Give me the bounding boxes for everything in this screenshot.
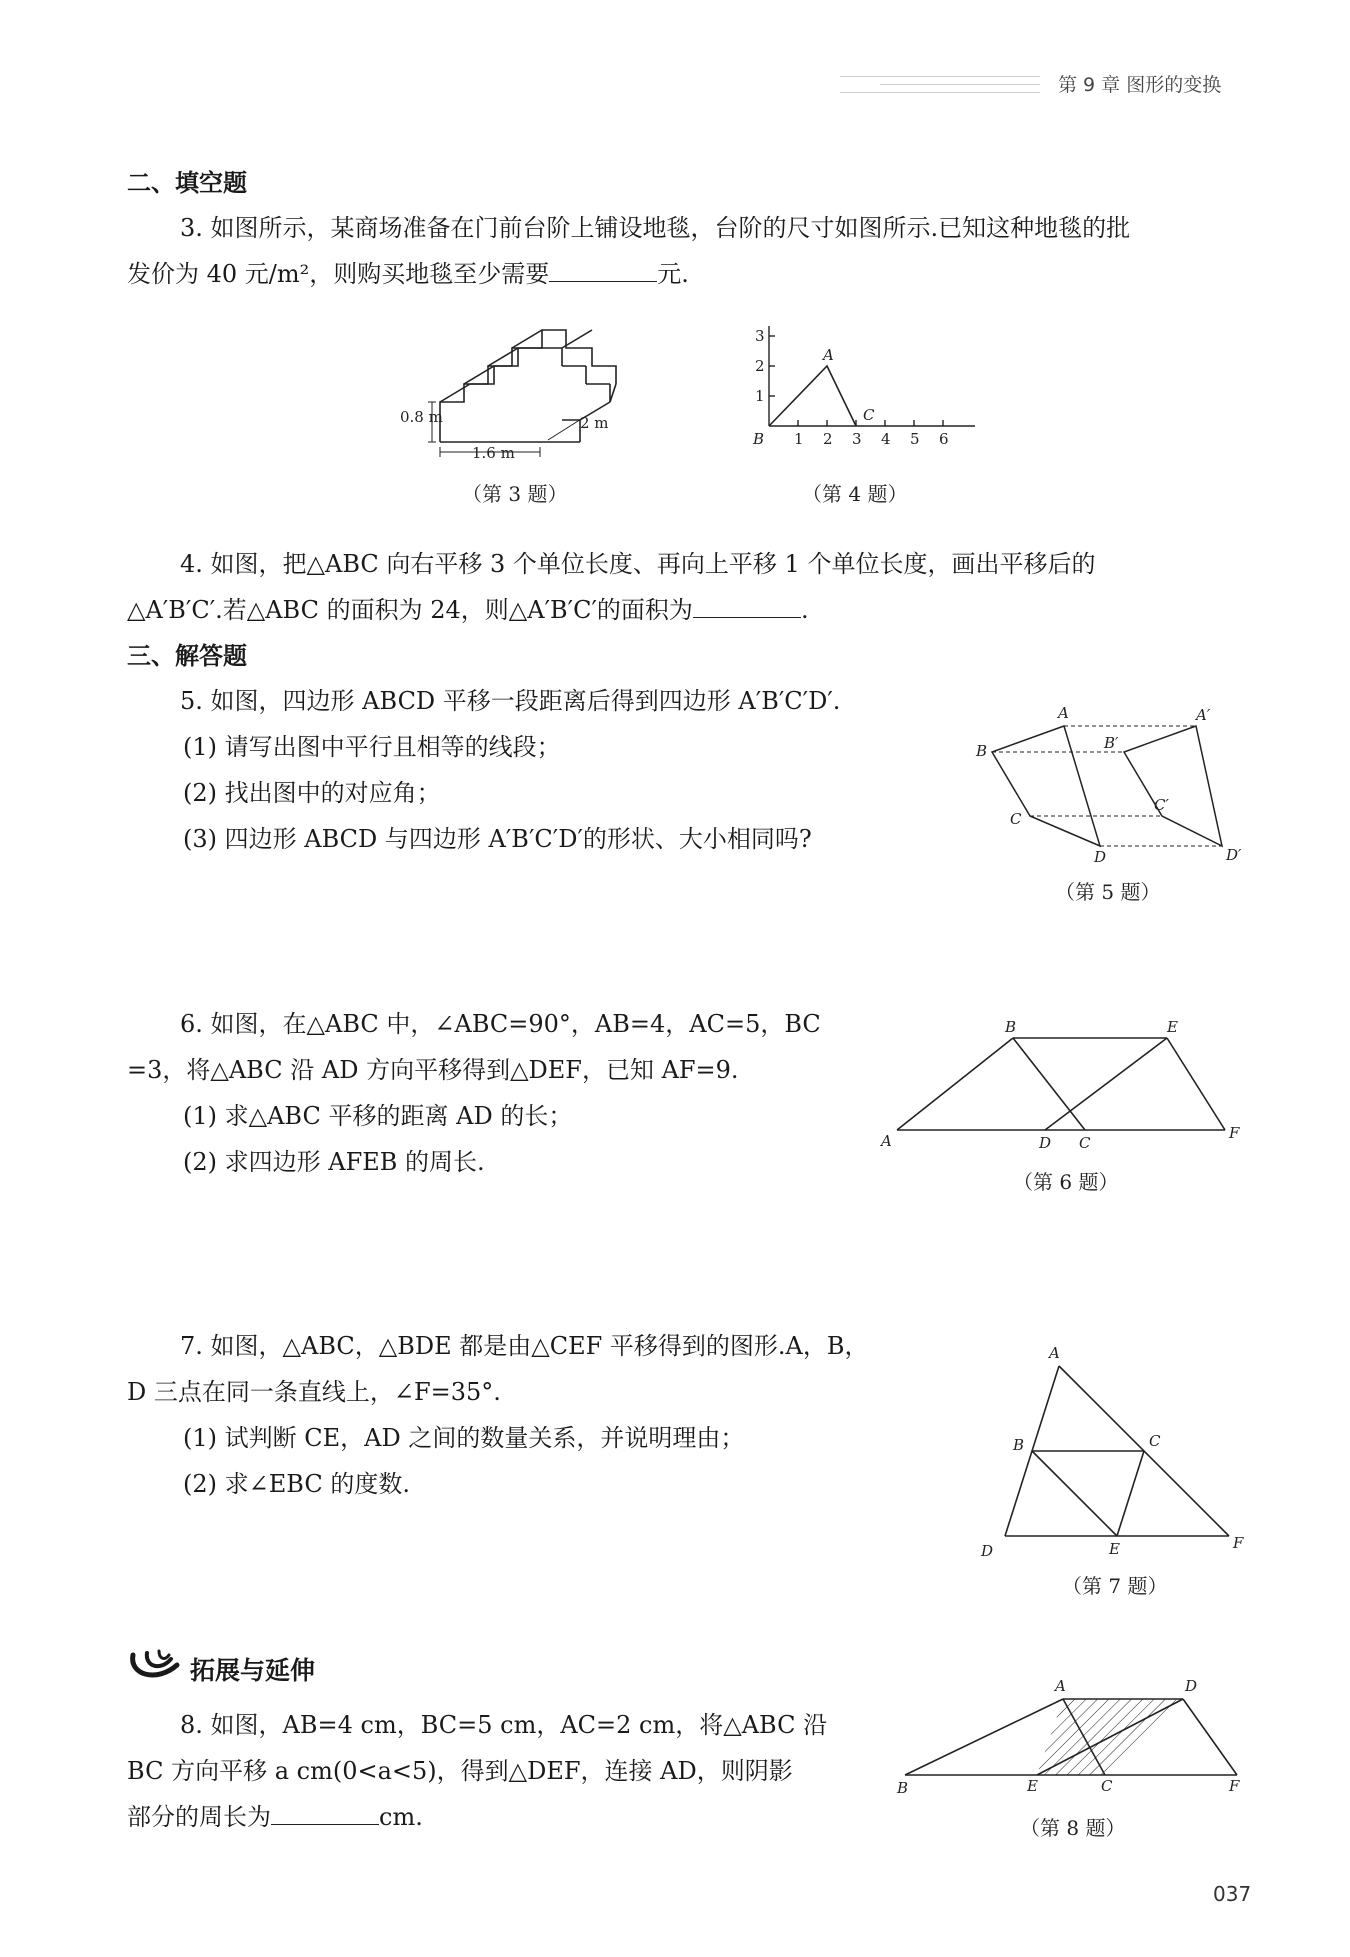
q6-text-line1: 6. 如图，在△ABC 中，∠ABC=90°，AB=4，AC=5，BC (180, 1010, 821, 1038)
q7-label-a: A (1049, 1344, 1060, 1362)
q8-label-d: D (1185, 1677, 1198, 1695)
q5-part1: (1) 请写出图中平行且相等的线段； (183, 733, 561, 761)
q5-label-d: D (1094, 848, 1107, 866)
q3-caption: （第 3 题） (462, 482, 568, 506)
chapter-header: 第 9 章 图形的变换 (1058, 74, 1222, 96)
q6-label-a: A (881, 1132, 892, 1150)
q8-text-line3: 部分的周长为 cm. (127, 1797, 423, 1832)
q3-answer-blank (549, 257, 657, 282)
q7-caption: （第 7 题） (1062, 1574, 1168, 1598)
q7-label-e: E (1109, 1540, 1120, 1558)
q7-label-d: D (981, 1542, 994, 1560)
q4-xtick: 4 (881, 430, 891, 448)
q5-label-d-prime: D′ (1226, 846, 1242, 864)
q4-xtick: 5 (910, 430, 920, 448)
q8-label-e: E (1027, 1777, 1038, 1795)
q8-label-c: C (1101, 1777, 1113, 1795)
q7-part1: (1) 试判断 CE，AD 之间的数量关系，并说明理由； (183, 1424, 745, 1452)
q4-xtick: 6 (939, 430, 949, 448)
q7-label-f: F (1233, 1534, 1244, 1552)
q8-label-f: F (1229, 1777, 1240, 1795)
q4-answer-blank (693, 593, 801, 618)
q6-label-d: D (1039, 1134, 1052, 1152)
q6-triangles-figure (875, 1020, 1255, 1160)
q5-quadrilateral-figure (970, 700, 1260, 870)
q8-label-a: A (1055, 1677, 1066, 1695)
section-title-fill: 二、填空题 (127, 169, 247, 197)
q8-text-line2: BC 方向平移 a cm(0<a<5)，得到△DEF，连接 AD，则阴影 (127, 1757, 793, 1785)
header-rule (880, 84, 1040, 85)
q3-height-label: 0.8 m (400, 408, 443, 426)
q5-label-c-prime: C′ (1154, 796, 1169, 814)
q4-coordinate-figure (735, 320, 985, 455)
q4-label-a: A (823, 346, 834, 364)
q6-label-f: F (1229, 1124, 1240, 1142)
q4-label-b: B (753, 430, 765, 448)
q7-text-line1: 7. 如图，△ABC，△BDE 都是由△CEF 平移得到的图形.A，B， (180, 1332, 869, 1360)
q5-label-b-prime: B′ (1104, 734, 1119, 752)
q7-part2: (2) 求∠EBC 的度数. (183, 1470, 410, 1498)
q5-quad-abcd (992, 726, 1100, 846)
q5-caption: （第 5 题） (1055, 880, 1161, 904)
q3-length-label: 1.6 m (472, 444, 515, 460)
q5-label-a: A (1058, 704, 1069, 722)
q7-text-line2: D 三点在同一条直线上，∠F=35°. (127, 1378, 501, 1406)
q8-label-b: B (897, 1779, 909, 1797)
q5-quad-a2b2c2d2 (1124, 726, 1222, 846)
q8-caption: （第 8 题） (1020, 1816, 1126, 1840)
q3-width-label: 2 m (580, 414, 609, 432)
q7-triangles-figure (975, 1340, 1255, 1570)
q4-ytick: 1 (755, 387, 765, 405)
q4-ytick: 2 (755, 357, 765, 375)
q6-caption: （第 6 题） (1013, 1170, 1119, 1194)
q6-label-c: C (1079, 1134, 1091, 1152)
q3-text-line2: 发价为 40 元/m²，则购买地毯至少需要 元. (127, 254, 689, 289)
q3-stairs-figure (390, 320, 650, 460)
q4-xtick: 3 (852, 430, 862, 448)
page-number: 037 (1213, 1882, 1252, 1906)
q4-label-c: C (863, 406, 875, 424)
q6-part1: (1) 求△ABC 平移的距离 AD 的长； (183, 1102, 573, 1130)
q5-text-line1: 5. 如图，四边形 ABCD 平移一段距离后得到四边形 A′B′C′D′. (180, 687, 841, 715)
section-title-answer: 三、解答题 (127, 642, 247, 670)
q8-answer-blank (271, 1800, 379, 1825)
q5-label-c: C (1010, 810, 1022, 828)
q6-label-e: E (1167, 1020, 1178, 1036)
q6-text-line2: =3，将△ABC 沿 AD 方向平移得到△DEF，已知 AF=9. (127, 1056, 739, 1084)
q5-part2: (2) 找出图中的对应角； (183, 779, 441, 807)
q4-text-line1: 4. 如图，把△ABC 向右平移 3 个单位长度、再向上平移 1 个单位长度，画出平移后的 (180, 550, 1096, 578)
header-rule (840, 76, 1040, 77)
q4-text-line2: △A′B′C′.若△ABC 的面积为 24，则△A′B′C′的面积为 . (127, 590, 809, 625)
q4-triangle-abc (769, 366, 856, 426)
q4-xtick: 2 (823, 430, 833, 448)
q6-label-b: B (1005, 1020, 1017, 1036)
q8-shaded-figure (895, 1675, 1255, 1805)
extension-title: 拓展与延伸 (190, 1656, 316, 1685)
extension-swirl-icon (127, 1645, 187, 1685)
q7-label-c: C (1149, 1432, 1161, 1450)
q4-caption: （第 4 题） (802, 482, 908, 506)
q5-part3: (3) 四边形 ABCD 与四边形 A′B′C′D′的形状、大小相同吗? (183, 825, 812, 853)
q8-text-line1: 8. 如图，AB=4 cm，BC=5 cm，AC=2 cm，将△ABC 沿 (180, 1711, 828, 1739)
q3-text-line1: 3. 如图所示，某商场准备在门前台阶上铺设地毯，台阶的尺寸如图所示.已知这种地毯的批 (180, 214, 1131, 242)
q4-ytick: 3 (755, 327, 765, 345)
q6-part2: (2) 求四边形 AFEB 的周长. (183, 1148, 485, 1176)
q4-xtick: 1 (794, 430, 804, 448)
q5-label-b: B (976, 742, 988, 760)
header-rule (840, 92, 1040, 93)
q5-label-a-prime: A′ (1196, 706, 1211, 724)
q7-label-b: B (1013, 1436, 1025, 1454)
